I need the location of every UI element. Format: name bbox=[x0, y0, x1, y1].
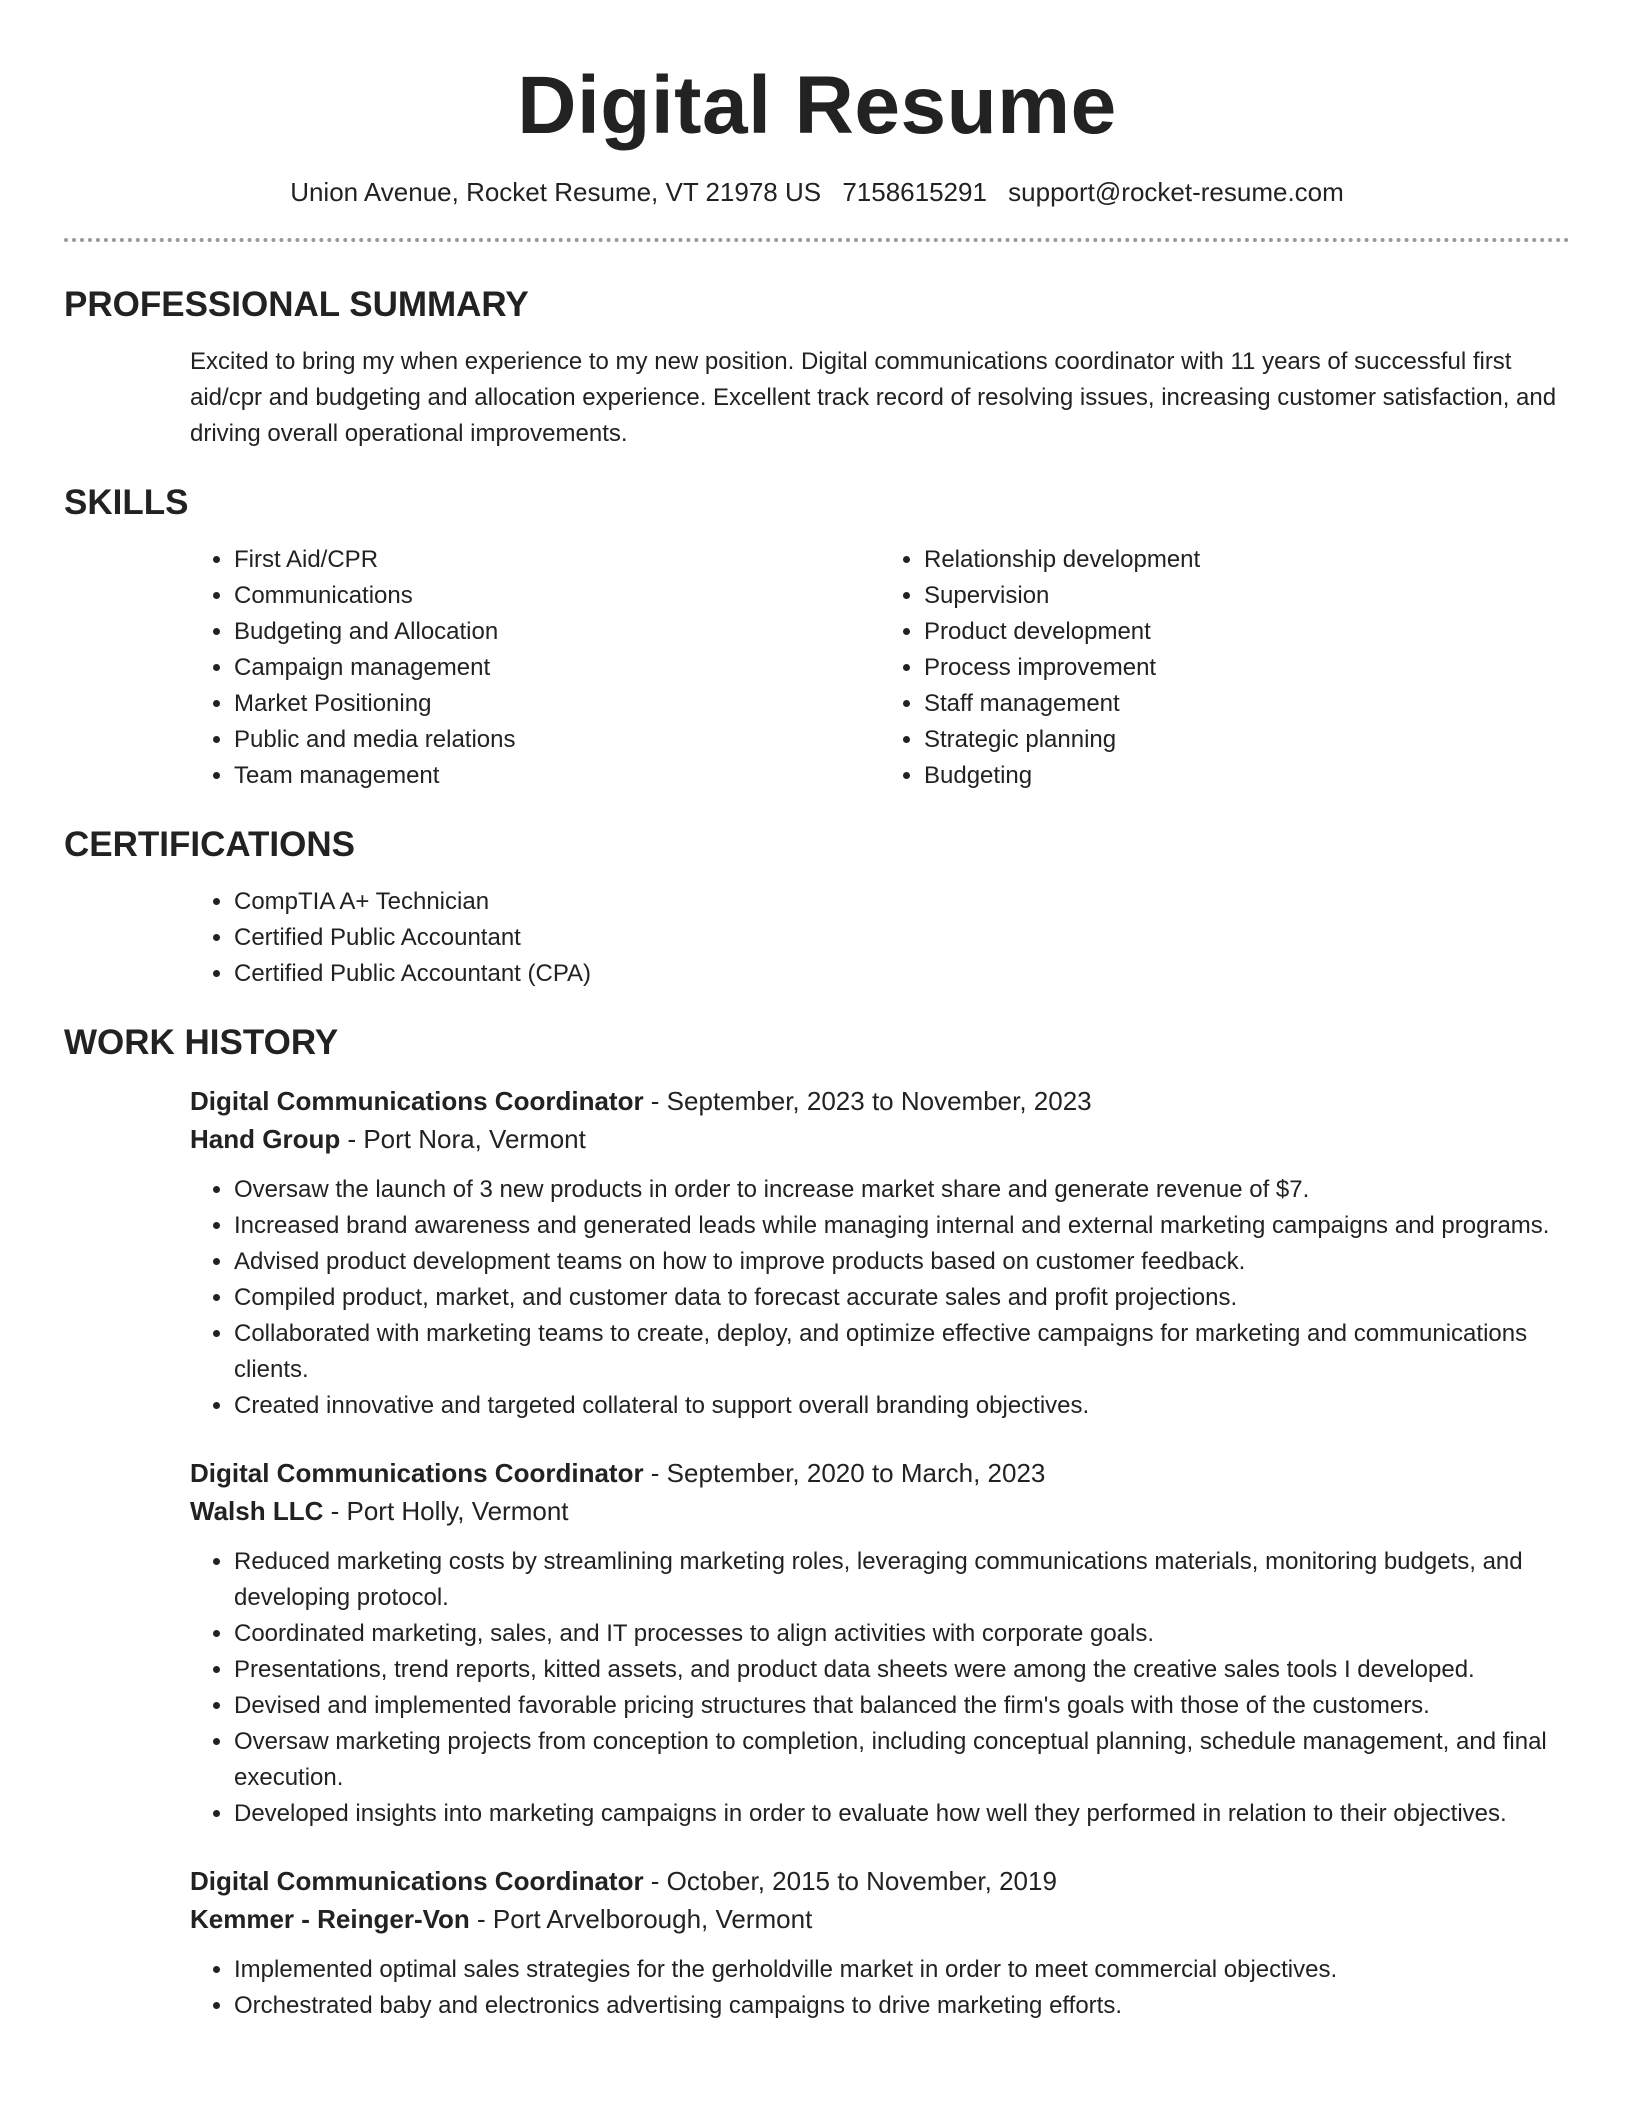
skill-item: • Public and media relations bbox=[234, 722, 880, 758]
certification-item: • Certified Public Accountant (CPA) bbox=[234, 956, 1570, 992]
certifications-heading: CERTIFICATIONS bbox=[64, 825, 356, 864]
certifications-body bbox=[190, 884, 1570, 992]
skill-item: • Strategic planning bbox=[924, 722, 1570, 758]
skill-item: • Process improvement bbox=[924, 650, 1570, 686]
certifications-list bbox=[190, 884, 1570, 992]
contact-line bbox=[64, 176, 1570, 208]
contact-email: support@rocket-resume.com bbox=[1008, 177, 1344, 207]
contact-address: Union Avenue, Rocket Resume, VT 21978 US bbox=[290, 177, 822, 207]
job-bullet: • Presentations, trend reports, kitted assets, and product data sheets were among the creative sales tools I developed. bbox=[234, 1652, 1570, 1688]
job-bullet: • Coordinated marketing, sales, and IT processes to align activities with corporate goals. bbox=[234, 1616, 1570, 1652]
skill-item: • Relationship development bbox=[924, 542, 1570, 578]
work-section bbox=[64, 1022, 1570, 2024]
job-bullets bbox=[190, 1952, 1570, 2024]
job-bullet: • Devised and implemented favorable pricing structures that balanced the firm's goals with those of the customers. bbox=[234, 1688, 1570, 1724]
skills-grid bbox=[190, 542, 1570, 794]
job-bullet: • Reduced marketing costs by streamlining marketing roles, leveraging communications materials, monitoring budgets, and developing protocol. bbox=[234, 1544, 1570, 1616]
skills-left-list bbox=[190, 542, 880, 794]
skill-item: • Budgeting and Allocation bbox=[234, 614, 880, 650]
job-bullets bbox=[190, 1544, 1570, 1832]
certification-item: • Certified Public Accountant bbox=[234, 920, 1570, 956]
skill-item: • Team management bbox=[234, 758, 880, 794]
job-title-line bbox=[190, 1454, 1570, 1492]
skill-item: • Product development bbox=[924, 614, 1570, 650]
job-company-line bbox=[190, 1120, 1570, 1158]
job-dates: - September, 2020 to March, 2023 bbox=[643, 1458, 1046, 1488]
contact-phone: 7158615291 bbox=[842, 177, 987, 207]
skills-body bbox=[190, 542, 1570, 794]
skill-item: • Campaign management bbox=[234, 650, 880, 686]
job-location: - Port Holly, Vermont bbox=[323, 1496, 569, 1526]
skills-section bbox=[64, 482, 1570, 794]
skill-item: • Budgeting bbox=[924, 758, 1570, 794]
resume-name: Digital Resume bbox=[517, 60, 1117, 151]
skill-item: • Market Positioning bbox=[234, 686, 880, 722]
skills-right-list bbox=[880, 542, 1570, 794]
job-bullet: • Advised product development teams on how to improve products based on customer feedback. bbox=[234, 1244, 1570, 1280]
skill-item: • First Aid/CPR bbox=[234, 542, 880, 578]
job-dates: - September, 2023 to November, 2023 bbox=[643, 1086, 1092, 1116]
skills-heading: SKILLS bbox=[64, 483, 189, 522]
job-bullet: • Oversaw the launch of 3 new products in order to increase market share and generate revenue of $7. bbox=[234, 1172, 1570, 1208]
job-title-line bbox=[190, 1862, 1570, 1900]
header-divider bbox=[64, 238, 1570, 242]
job-bullet: • Compiled product, market, and customer data to forecast accurate sales and profit projections. bbox=[234, 1280, 1570, 1316]
job-bullet: • Created innovative and targeted collateral to support overall branding objectives. bbox=[234, 1388, 1570, 1424]
job-bullet: • Increased brand awareness and generated leads while managing internal and external marketing campaigns and programs. bbox=[234, 1208, 1570, 1244]
job-location: - Port Nora, Vermont bbox=[340, 1124, 586, 1154]
job-company: Walsh LLC bbox=[190, 1496, 324, 1526]
job-entry bbox=[190, 1454, 1570, 1832]
job-bullet: • Orchestrated baby and electronics advertising campaigns to drive marketing efforts. bbox=[234, 1988, 1570, 2024]
summary-section bbox=[64, 284, 1570, 452]
resume-page bbox=[64, 0, 1570, 2054]
job-bullet: • Implemented optimal sales strategies for the gerholdville market in order to meet commercial objectives. bbox=[234, 1952, 1570, 1988]
job-bullet: • Developed insights into marketing campaigns in order to evaluate how well they performed in relation to their objectives. bbox=[234, 1796, 1570, 1832]
job-role: Digital Communications Coordinator bbox=[190, 1458, 644, 1488]
work-heading: WORK HISTORY bbox=[64, 1023, 339, 1062]
job-role: Digital Communications Coordinator bbox=[190, 1086, 644, 1116]
job-entry bbox=[190, 1082, 1570, 1424]
job-dates: - October, 2015 to November, 2019 bbox=[643, 1866, 1057, 1896]
job-bullet: • Oversaw marketing projects from conception to completion, including conceptual planning, schedule management, and final execution. bbox=[234, 1724, 1570, 1796]
job-company-line bbox=[190, 1492, 1570, 1530]
job-company: Hand Group bbox=[190, 1124, 341, 1154]
job-role: Digital Communications Coordinator bbox=[190, 1866, 644, 1896]
job-location: - Port Arvelborough, Vermont bbox=[469, 1904, 813, 1934]
certification-item: • CompTIA A+ Technician bbox=[234, 884, 1570, 920]
job-bullet: • Collaborated with marketing teams to create, deploy, and optimize effective campaigns for marketing and communications clients. bbox=[234, 1316, 1570, 1388]
certifications-section bbox=[64, 824, 1570, 992]
summary-heading: PROFESSIONAL SUMMARY bbox=[64, 285, 529, 324]
work-body bbox=[190, 1082, 1570, 2024]
skill-item: • Communications bbox=[234, 578, 880, 614]
skill-item: • Staff management bbox=[924, 686, 1570, 722]
job-title-line bbox=[190, 1082, 1570, 1120]
job-company-line bbox=[190, 1900, 1570, 1938]
job-bullets bbox=[190, 1172, 1570, 1424]
job-company: Kemmer - Reinger-Von bbox=[190, 1904, 470, 1934]
job-entry bbox=[190, 1862, 1570, 2024]
summary-text: Excited to bring my when experience to my new position. Digital communications coordinator with 11 years of successful first aid/cpr and budgeting and allocation experience. Excellent track record of resolving issues, increasing customer satisfaction, and driving overall operational improvements. bbox=[190, 348, 1557, 447]
skill-item: • Supervision bbox=[924, 578, 1570, 614]
